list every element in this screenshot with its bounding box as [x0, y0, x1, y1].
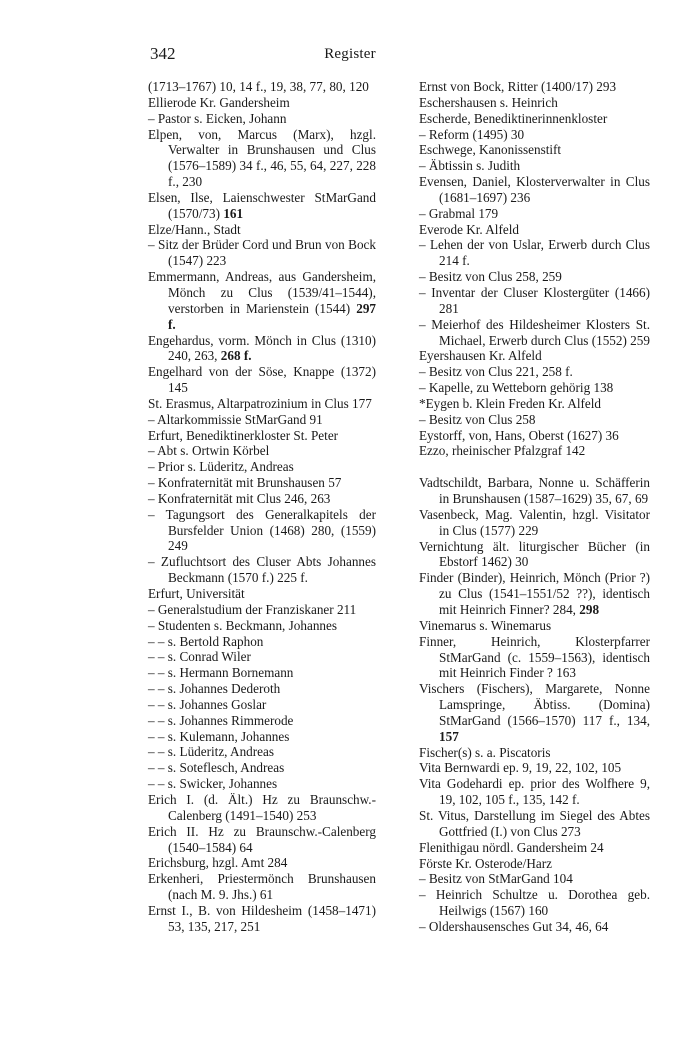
- index-entry-text: Vasenbeck, Mag. Valentin, hzgl. Visitator in Clus (1577) 229: [419, 506, 650, 538]
- index-entry: [419, 269, 650, 285]
- index-entry: [148, 396, 376, 412]
- index-entry: [419, 237, 650, 269]
- index-entry-text: – Inventar der Cluser Klostergüter (1466) 281: [419, 284, 650, 316]
- index-entry: [419, 111, 650, 127]
- index-entry-text: Erkenheri, Priestermönch Brunshausen (nach M. 9. Jhs.) 61: [148, 871, 376, 903]
- index-entry-text: *Eygen b. Klein Freden Kr. Alfeld: [419, 395, 602, 411]
- index-entry: [148, 491, 376, 507]
- index-entry: [148, 428, 376, 444]
- index-entry: [148, 475, 376, 491]
- index-entry: [419, 79, 650, 95]
- index-entry: [148, 364, 376, 396]
- index-entry: [419, 634, 650, 682]
- index-entry-text: Ezzo, rheinischer Pfalzgraf 142: [419, 443, 586, 459]
- index-entry-text: Ernst I., B. von Hildesheim (1458–1471) 53, 135, 217, 251: [148, 902, 376, 934]
- index-entry: [419, 317, 650, 349]
- index-entry: [148, 681, 376, 697]
- index-entry-main-page: 161: [223, 205, 244, 221]
- index-entry-text: – Äbtissin s. Judith: [419, 158, 521, 174]
- index-entry-text: Erich I. (d. Ält.) Hz zu Braunschw.-Calenberg (1491–1540) 253: [148, 791, 376, 823]
- index-entry-text: Elpen, von, Marcus (Marx), hzgl. Verwalter in Brunshausen und Clus (1576–1589) 34 f., 46, 55, 64, 227, 228 f., 230: [148, 126, 376, 190]
- index-entry-text: – Besitz von Clus 258: [419, 411, 536, 427]
- index-entry: [419, 856, 650, 872]
- index-entry: [148, 792, 376, 824]
- index-entry-text: – Prior s. Lüderitz, Andreas: [148, 459, 294, 475]
- index-entry-text: Eyershausen Kr. Alfeld: [419, 348, 542, 364]
- index-entry: [419, 871, 650, 887]
- index-entry: [419, 507, 650, 539]
- index-entry-text: – Heinrich Schultze u. Dorothea geb. Heilwigs (1567) 160: [419, 887, 650, 919]
- index-entry: [148, 443, 376, 459]
- index-entry: [148, 269, 376, 332]
- index-entry: [419, 364, 650, 380]
- index-entry: [419, 396, 650, 412]
- index-entry-main-page: 268 f.: [220, 348, 252, 364]
- index-entry-text: – Tagungsort des Generalkapitels der Bursfelder Union (1468) 280, (1559) 249: [148, 506, 376, 554]
- index-entry-text: Eschwege, Kanonissenstift: [419, 142, 562, 158]
- index-entry-text: Finner, Heinrich, Klosterpfarrer StMarGand (c. 1559–1563), identisch mit Heinrich Finder ? 163: [419, 633, 650, 681]
- index-entry-text: Vadtschildt, Barbara, Nonne u. Schäfferin in Brunshausen (1587–1629) 35, 67, 69: [419, 475, 650, 507]
- index-entry-text: Vita Godehardi ep. prior des Wolfhere 9, 19, 102, 105 f., 135, 142 f.: [419, 776, 650, 808]
- index-entry: [419, 840, 650, 856]
- index-entry-text: Evensen, Daniel, Klosterverwalter in Clus (1681–1697) 236: [419, 174, 650, 205]
- index-entry: [148, 903, 376, 935]
- index-entry: [148, 190, 376, 222]
- index-column-left: [148, 79, 376, 935]
- index-entry: [148, 871, 376, 903]
- index-entry: [419, 681, 650, 744]
- index-entry-text: Everode Kr. Alfeld: [419, 221, 519, 237]
- index-entry: [419, 142, 650, 158]
- index-entry-text: Eschershausen s. Heinrich: [419, 94, 558, 110]
- index-entry: [419, 570, 650, 618]
- index-entry-text: Ellierode Kr. Gandersheim: [148, 94, 290, 110]
- index-entry-text: Fischer(s) s. a. Piscatoris: [419, 744, 551, 760]
- index-entry: [148, 729, 376, 745]
- running-head: Register: [324, 46, 376, 62]
- index-entry: [148, 618, 376, 634]
- index-entry: [148, 744, 376, 760]
- index-entry: [419, 174, 650, 206]
- page-number: 342: [150, 44, 176, 63]
- index-entry: [148, 855, 376, 871]
- index-entry: [419, 776, 650, 808]
- index-entry: [148, 459, 376, 475]
- index-entry: [148, 507, 376, 555]
- index-entry-text: – – s. Lüderitz, Andreas: [148, 744, 274, 760]
- index-entry: [419, 158, 650, 174]
- index-entry: [148, 222, 376, 238]
- index-entry: [419, 919, 650, 935]
- index-entry-text: – – s. Conrad Wiler: [148, 649, 251, 665]
- index-entry: [419, 760, 650, 776]
- index-entry-text: – Altarkommissie StMarGand 91: [148, 411, 323, 427]
- index-entry-main-page: 297 f.: [168, 300, 376, 332]
- index-entry-text: – Pastor s. Eicken, Johann: [148, 110, 287, 126]
- index-entry-text: – – s. Soteflesch, Andreas: [148, 760, 285, 776]
- index-entry-text: – – s. Swicker, Johannes: [148, 776, 278, 792]
- index-entry-text: Eystorff, von, Hans, Oberst (1627) 36: [419, 427, 619, 443]
- index-entry-main-page: 157: [439, 728, 459, 744]
- index-entry-text: – – s. Hermann Bornemann: [148, 665, 294, 681]
- index-entry: [419, 206, 650, 222]
- index-entry: [419, 539, 650, 571]
- index-entry: [419, 380, 650, 396]
- index-entry-text: – – s. Johannes Rimmerode: [148, 712, 294, 728]
- index-entry-text: – Besitz von Clus 221, 258 f.: [419, 364, 573, 380]
- index-entry-text: – Sitz der Brüder Cord und Brun von Bock (1547) 223: [148, 237, 376, 269]
- index-entry-text: Erfurt, Universität: [148, 586, 245, 601]
- index-entry-text: – Grabmal 179: [419, 205, 499, 221]
- index-entry-text: Emmermann, Andreas, aus Gandersheim, Mönch zu Clus (1539/41–1544), verstorben in Marienstein (1544): [148, 269, 376, 316]
- index-entry-text: Erfurt, Benediktinerkloster St. Peter: [148, 427, 339, 443]
- index-entry-text: – Zufluchtsort des Cluser Abts Johannes Beckmann (1570 f.) 225 f.: [148, 554, 376, 586]
- index-entry: [148, 412, 376, 428]
- index-entry: [419, 127, 650, 143]
- index-entry-text: – Studenten s. Beckmann, Johannes: [148, 617, 337, 633]
- index-entry-text: Erichsburg, hzgl. Amt 284: [148, 855, 288, 871]
- index-entry-text: – Konfraternität mit Brunshausen 57: [148, 475, 342, 491]
- index-entry-text: St. Vitus, Darstellung im Siegel des Abtes Gottfried (I.) von Clus 273: [419, 807, 650, 839]
- index-entry: [148, 760, 376, 776]
- index-entry-text: Flenithigau nördl. Gandersheim 24: [419, 839, 604, 855]
- index-entry: [148, 602, 376, 618]
- index-entry: [419, 443, 650, 459]
- index-entry-text: Vernichtung ält. liturgischer Bücher (in Ebstorf 1462) 30: [419, 538, 650, 570]
- index-entry-text: – – s. Johannes Dederoth: [148, 681, 281, 697]
- index-entry: [419, 475, 650, 507]
- index-entry: [148, 824, 376, 856]
- index-entry-text: Vischers (Fischers), Margarete, Nonne Lamspringe, Äbtiss. (Domina) StMarGand (1566–1570) 117 f., 134,: [419, 681, 650, 728]
- index-entry: [148, 665, 376, 681]
- index-entry: [148, 634, 376, 650]
- index-entry: [148, 554, 376, 586]
- index-entry-text: Finder (Binder), Heinrich, Mönch (Prior ?) zu Clus (1541–1551/52 ??), identisch mit Heinrich Finner? 284,: [419, 570, 650, 617]
- index-column-right: [419, 79, 650, 935]
- index-entry-text: – Lehen der von Uslar, Erwerb durch Clus 214 f.: [419, 237, 650, 269]
- index-entry: [148, 333, 376, 365]
- index-entry-text: Engelhard von der Söse, Knappe (1372) 145: [148, 364, 376, 396]
- index-entry-text: – Besitz von Clus 258, 259: [419, 269, 562, 285]
- index-entry: [419, 285, 650, 317]
- index-entry: [148, 776, 376, 792]
- index-entry: [419, 222, 650, 238]
- index-entry-text: Elze/Hann., Stadt: [148, 221, 241, 237]
- index-entry-main-page: 298: [579, 602, 600, 617]
- index-entry-text: St. Erasmus, Altarpatrozinium in Clus 177: [148, 395, 372, 411]
- index-entry: [148, 79, 376, 95]
- index-entry-text: – – s. Kulemann, Johannes: [148, 728, 290, 744]
- index-entry-text: Ernst von Bock, Ritter (1400/17) 293: [419, 79, 617, 94]
- index-entry: [148, 713, 376, 729]
- index-entry: [419, 745, 650, 761]
- index-entry: [148, 237, 376, 269]
- index-entry-text: Elsen, Ilse, Laienschwester StMarGand (1570/73): [148, 189, 376, 221]
- index-entry: [419, 412, 650, 428]
- index-entry-text: Vita Bernwardi ep. 9, 19, 22, 102, 105: [419, 760, 622, 776]
- index-entry-text: Vinemarus s. Winemarus: [419, 617, 552, 633]
- index-entry-text: Escherde, Benediktinerinnenkloster: [419, 110, 608, 126]
- index-entry-text: – Reform (1495) 30: [419, 126, 525, 142]
- index-entry-text: – Besitz von StMarGand 104: [419, 871, 573, 887]
- index-entry: [419, 618, 650, 634]
- index-entry-text: (1713–1767) 10, 14 f., 19, 38, 77, 80, 120: [148, 79, 369, 94]
- index-entry: [148, 95, 376, 111]
- index-entry-text: – Meierhof des Hildesheimer Klosters St. Michael, Erwerb durch Clus (1552) 259: [419, 316, 650, 348]
- index-entry: [419, 887, 650, 919]
- index-entry-text: Förste Kr. Osterode/Harz: [419, 855, 552, 871]
- index-entry: [148, 649, 376, 665]
- index-entry: [419, 348, 650, 364]
- index-entry: [419, 808, 650, 840]
- index-entry: [148, 127, 376, 190]
- index-entry: [148, 586, 376, 602]
- index-entry-text: – Abt s. Ortwin Körbel: [148, 443, 270, 459]
- index-entry: [148, 697, 376, 713]
- index-entry-text: – – s. Johannes Goslar: [148, 696, 267, 712]
- index-entry-text: Engehardus, vorm. Mönch in Clus (1310) 240, 263,: [148, 332, 376, 364]
- index-entry-text: Erich II. Hz zu Braunschw.-Calenberg (1540–1584) 64: [148, 823, 376, 855]
- index-entry-text: – Oldershausensches Gut 34, 46, 64: [419, 918, 609, 934]
- index-entry-text: – Kapelle, zu Wetteborn gehörig 138: [419, 380, 614, 396]
- index-entry-text: – Konfraternität mit Clus 246, 263: [148, 490, 331, 506]
- index-entry: [419, 428, 650, 444]
- index-entry: [148, 111, 376, 127]
- index-entry: [419, 95, 650, 111]
- index-entry-text: – Generalstudium der Franziskaner 211: [148, 601, 357, 617]
- index-entry-text: – – s. Bertold Raphon: [148, 633, 264, 649]
